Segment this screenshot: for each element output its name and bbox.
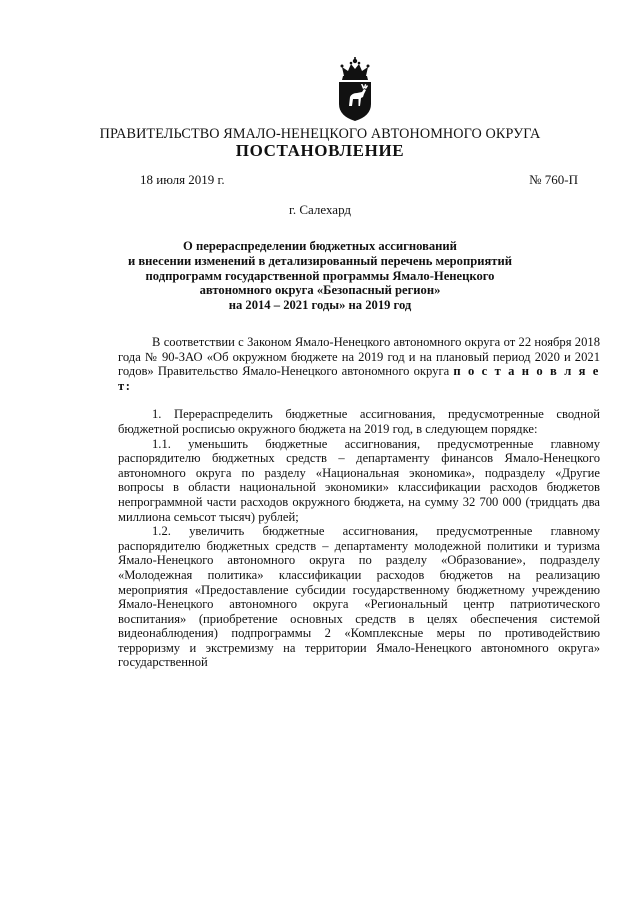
paragraph-1-2: 1.2. увеличить бюджетные ассигнования, предусмотренные главному распорядителю бюджетных средств – департаменту молодежной политики и туризма Ямало-Ненецкого автономного округа по разделу «Образование», подразделу «Молодежная политика» классификации расходов бюджетов на реализацию мероприятия «Предоставление субсидии государственному бюджетному учреждению Ямало-Ненецкого автономного округа «Региональный центр патриотического воспитания» (приобретение основных средств в целях обеспечения системой видеонаблюдения) подпрограммы 2 «Комплексные меры по противодействию терроризму и экстремизму на территории Ямало-Ненецкого автономного округа» государственной bbox=[118, 524, 600, 670]
document-type: ПОСТАНОВЛЕНИЕ bbox=[235, 141, 405, 160]
preamble-paragraph bbox=[118, 335, 600, 393]
resolves-text: п о с т а н о в л я е т: bbox=[118, 364, 600, 393]
organization-name: ПРАВИТЕЛЬСТВО ЯМАЛО-НЕНЕЦКОГО АВТОНОМНОГО ОКРУГА bbox=[99, 126, 541, 142]
document-number: № 760-П bbox=[529, 172, 578, 187]
title-line: автономного округа «Безопасный регион» bbox=[199, 283, 441, 298]
coat-of-arms-emblem bbox=[333, 56, 377, 122]
paragraph-1: 1. Перераспределить бюджетные ассигнования, предусмотренные сводной бюджетной росписью окружного бюджета на 2019 год, в следующем порядке: bbox=[118, 407, 600, 436]
document-title bbox=[90, 239, 550, 313]
title-line: О перераспределении бюджетных ассигнований bbox=[183, 239, 457, 253]
title-line: и внесении изменений в детализированный перечень мероприятий bbox=[127, 253, 513, 268]
document-city: г. Салехард bbox=[288, 202, 352, 217]
title-line: подпрограмм государственной программы Ямало-Ненецкого bbox=[145, 268, 495, 283]
document-date: 18 июля 2019 г. bbox=[140, 172, 225, 187]
document-body bbox=[118, 335, 600, 670]
paragraph-1-1: 1.1. уменьшить бюджетные ассигнования, предусмотренные главному распорядителю бюджетных средств – департаменту финансов Ямало-Ненецкого автономного округа по разделу «Национальная экономика», подразделу «Другие вопросы в области национальной экономики» классификации расходов бюджетов непрограммной части расходов окружного бюджета, на сумму 32 700 000 (тридцать два миллиона семьсот тысяч) рублей; bbox=[118, 436, 600, 524]
preamble-text: В соответствии с Законом Ямало-Ненецкого автономного округа от 22 ноября 2018 года № 90-ЗАО «Об окружном бюджете на 2019 год и на плановый период 2020 и 2021 годов» Правительство Ямало-Ненецкого автономного округа bbox=[118, 335, 600, 379]
title-line: на 2014 – 2021 годы» на 2019 год bbox=[228, 298, 412, 313]
